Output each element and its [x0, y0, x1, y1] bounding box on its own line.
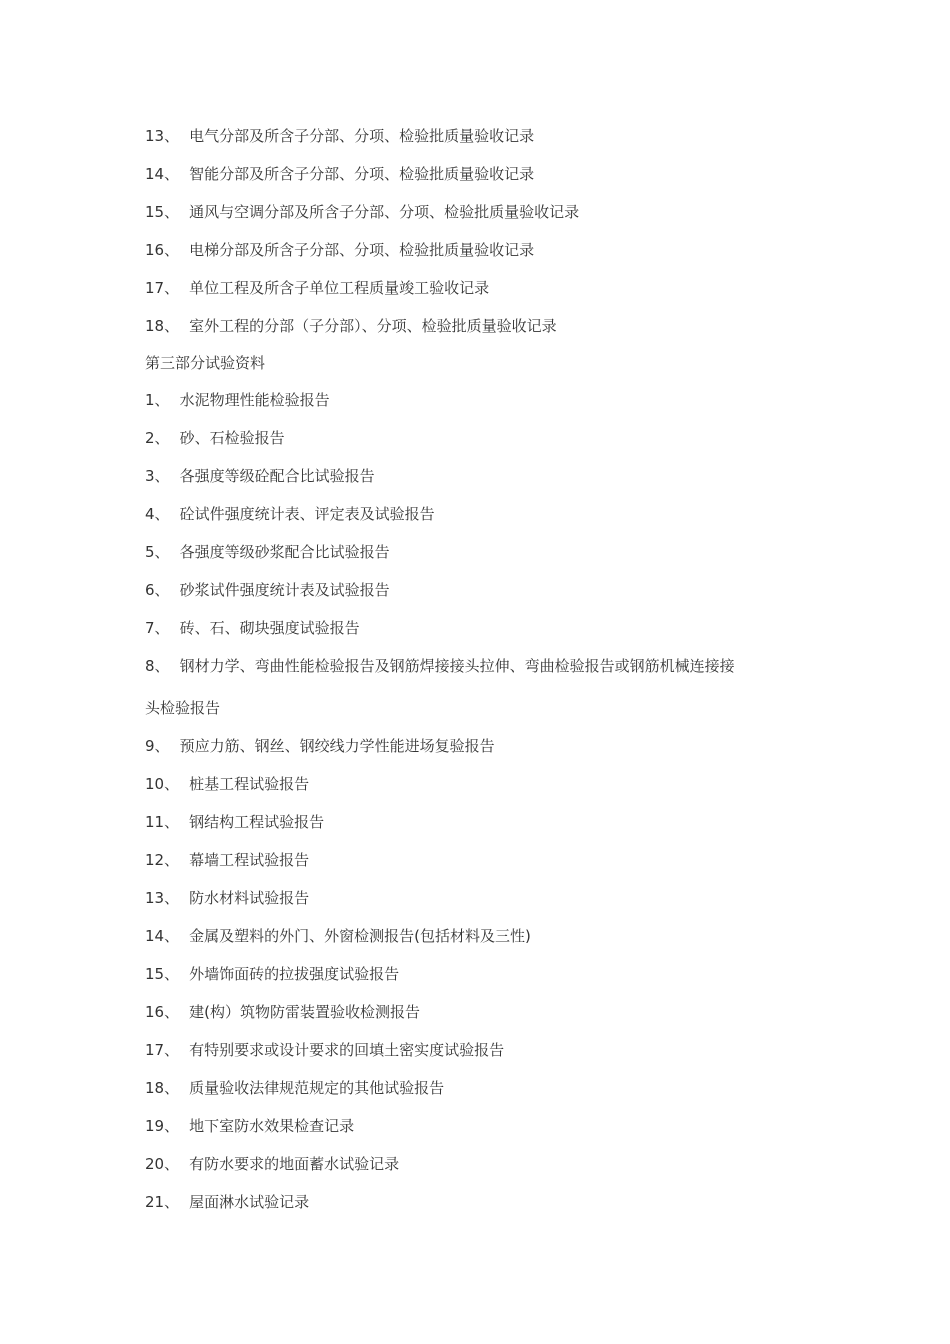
list-item	[145, 117, 825, 155]
item-separator: 、	[164, 241, 180, 259]
section3-heading: 第三部分试验资料	[145, 354, 266, 372]
item-separator: 、	[154, 619, 170, 637]
item-text: 砂浆试件强度统计表及试验报告	[179, 581, 390, 599]
list-item	[145, 609, 825, 647]
item-separator: 、	[164, 279, 180, 297]
item-separator: 、	[164, 1155, 180, 1173]
item-number: 1	[145, 391, 155, 409]
item-separator: 、	[164, 813, 180, 831]
item-number: 6	[145, 581, 155, 599]
item-number: 21	[145, 1193, 165, 1211]
item-separator: 、	[164, 1117, 180, 1135]
item-separator: 、	[164, 889, 180, 907]
item-text: 质量验收法律规范规定的其他试验报告	[189, 1079, 445, 1097]
item-number: 18	[145, 317, 165, 335]
list-item	[145, 727, 825, 765]
list-item	[145, 841, 825, 879]
item-text: 幕墙工程试验报告	[189, 851, 310, 869]
item-text: 建(构）筑物防雷装置验收检测报告	[189, 1003, 420, 1021]
item-separator: 、	[164, 775, 180, 793]
list-item	[145, 1145, 825, 1183]
item-text: 有防水要求的地面蓄水试验记录	[189, 1155, 400, 1173]
item-separator: 、	[164, 1041, 180, 1059]
item-separator: 、	[164, 317, 180, 335]
item-text: 各强度等级砂浆配合比试验报告	[179, 543, 390, 561]
list-item	[145, 879, 825, 917]
item-number: 9	[145, 737, 155, 755]
item-number: 13	[145, 889, 165, 907]
item-text: 金属及塑料的外门、外窗检测报告(包括材料及三性)	[189, 927, 531, 945]
item-text: 通风与空调分部及所含子分部、分项、检验批质量验收记录	[189, 203, 580, 221]
list-item	[145, 1031, 825, 1069]
item-number: 7	[145, 619, 155, 637]
item-number: 2	[145, 429, 155, 447]
item-text: 钢材力学、弯曲性能检验报告及钢筋焊接接头拉伸、弯曲检验报告或钢筋机械连接接	[179, 657, 735, 675]
item-separator: 、	[154, 737, 170, 755]
list-item	[145, 533, 825, 571]
item-separator: 、	[164, 1193, 180, 1211]
document-content	[145, 117, 825, 1221]
item-number: 15	[145, 203, 165, 221]
list-item	[145, 571, 825, 609]
list-item	[145, 193, 825, 231]
item-text: 水泥物理性能检验报告	[179, 391, 330, 409]
list-item	[145, 765, 825, 803]
list-item	[145, 231, 825, 269]
item-number: 18	[145, 1079, 165, 1097]
item-number: 4	[145, 505, 155, 523]
item-text: 地下室防水效果检查记录	[189, 1117, 355, 1135]
item-separator: 、	[154, 657, 170, 675]
item-continuation: 头检验报告	[145, 699, 221, 717]
list-item	[145, 803, 825, 841]
item-separator: 、	[154, 429, 170, 447]
item-text: 外墙饰面砖的拉拔强度试验报告	[189, 965, 400, 983]
list-item	[145, 381, 825, 419]
item-number: 11	[145, 813, 165, 831]
item-number: 10	[145, 775, 165, 793]
item-separator: 、	[154, 505, 170, 523]
item-text: 有特别要求或设计要求的回填土密实度试验报告	[189, 1041, 505, 1059]
list-item	[145, 495, 825, 533]
item-separator: 、	[164, 1079, 180, 1097]
item-separator: 、	[164, 965, 180, 983]
item-number: 19	[145, 1117, 165, 1135]
section2-list	[145, 117, 825, 345]
item-number: 14	[145, 927, 165, 945]
item-number: 13	[145, 127, 165, 145]
item-text: 各强度等级砼配合比试验报告	[179, 467, 375, 485]
section3-list-a	[145, 381, 825, 647]
item-separator: 、	[154, 581, 170, 599]
list-item	[145, 269, 825, 307]
list-item	[145, 1107, 825, 1145]
list-item	[145, 647, 825, 691]
item-text: 智能分部及所含子分部、分项、检验批质量验收记录	[189, 165, 535, 183]
list-item	[145, 457, 825, 495]
list-item	[145, 419, 825, 457]
item-number: 8	[145, 657, 155, 675]
item-separator: 、	[154, 467, 170, 485]
item-text: 砼试件强度统计表、评定表及试验报告	[179, 505, 435, 523]
item-text: 室外工程的分部（子分部）、分项、检验批质量验收记录	[189, 317, 557, 335]
item-number: 17	[145, 1041, 165, 1059]
list-item	[145, 1069, 825, 1107]
item-separator: 、	[154, 391, 170, 409]
item-text: 屋面淋水试验记录	[189, 1193, 310, 1211]
item-separator: 、	[164, 127, 180, 145]
item-text: 单位工程及所含子单位工程质量竣工验收记录	[189, 279, 490, 297]
item-text: 预应力筋、钢丝、钢绞线力学性能进场复验报告	[179, 737, 495, 755]
list-item	[145, 993, 825, 1031]
item-text: 防水材料试验报告	[189, 889, 310, 907]
item-number: 16	[145, 241, 165, 259]
list-item	[145, 955, 825, 993]
item-separator: 、	[164, 165, 180, 183]
list-item	[145, 917, 825, 955]
item-number: 17	[145, 279, 165, 297]
item-number: 15	[145, 965, 165, 983]
item-number: 16	[145, 1003, 165, 1021]
list-item	[145, 155, 825, 193]
item-text: 电气分部及所含子分部、分项、检验批质量验收记录	[189, 127, 535, 145]
section3-list-b	[145, 727, 825, 1221]
item-separator: 、	[164, 851, 180, 869]
item-number: 12	[145, 851, 165, 869]
item-separator: 、	[164, 927, 180, 945]
item-number: 20	[145, 1155, 165, 1173]
item-text: 砂、石检验报告	[179, 429, 285, 447]
item-separator: 、	[164, 203, 180, 221]
list-item	[145, 307, 825, 345]
item-separator: 、	[154, 543, 170, 561]
item-separator: 、	[164, 1003, 180, 1021]
item-number: 14	[145, 165, 165, 183]
item-text: 砖、石、砌块强度试验报告	[179, 619, 360, 637]
item-text: 电梯分部及所含子分部、分项、检验批质量验收记录	[189, 241, 535, 259]
list-item	[145, 1183, 825, 1221]
item-text: 桩基工程试验报告	[189, 775, 310, 793]
item-number: 5	[145, 543, 155, 561]
item-text: 钢结构工程试验报告	[189, 813, 325, 831]
item-number: 3	[145, 467, 155, 485]
